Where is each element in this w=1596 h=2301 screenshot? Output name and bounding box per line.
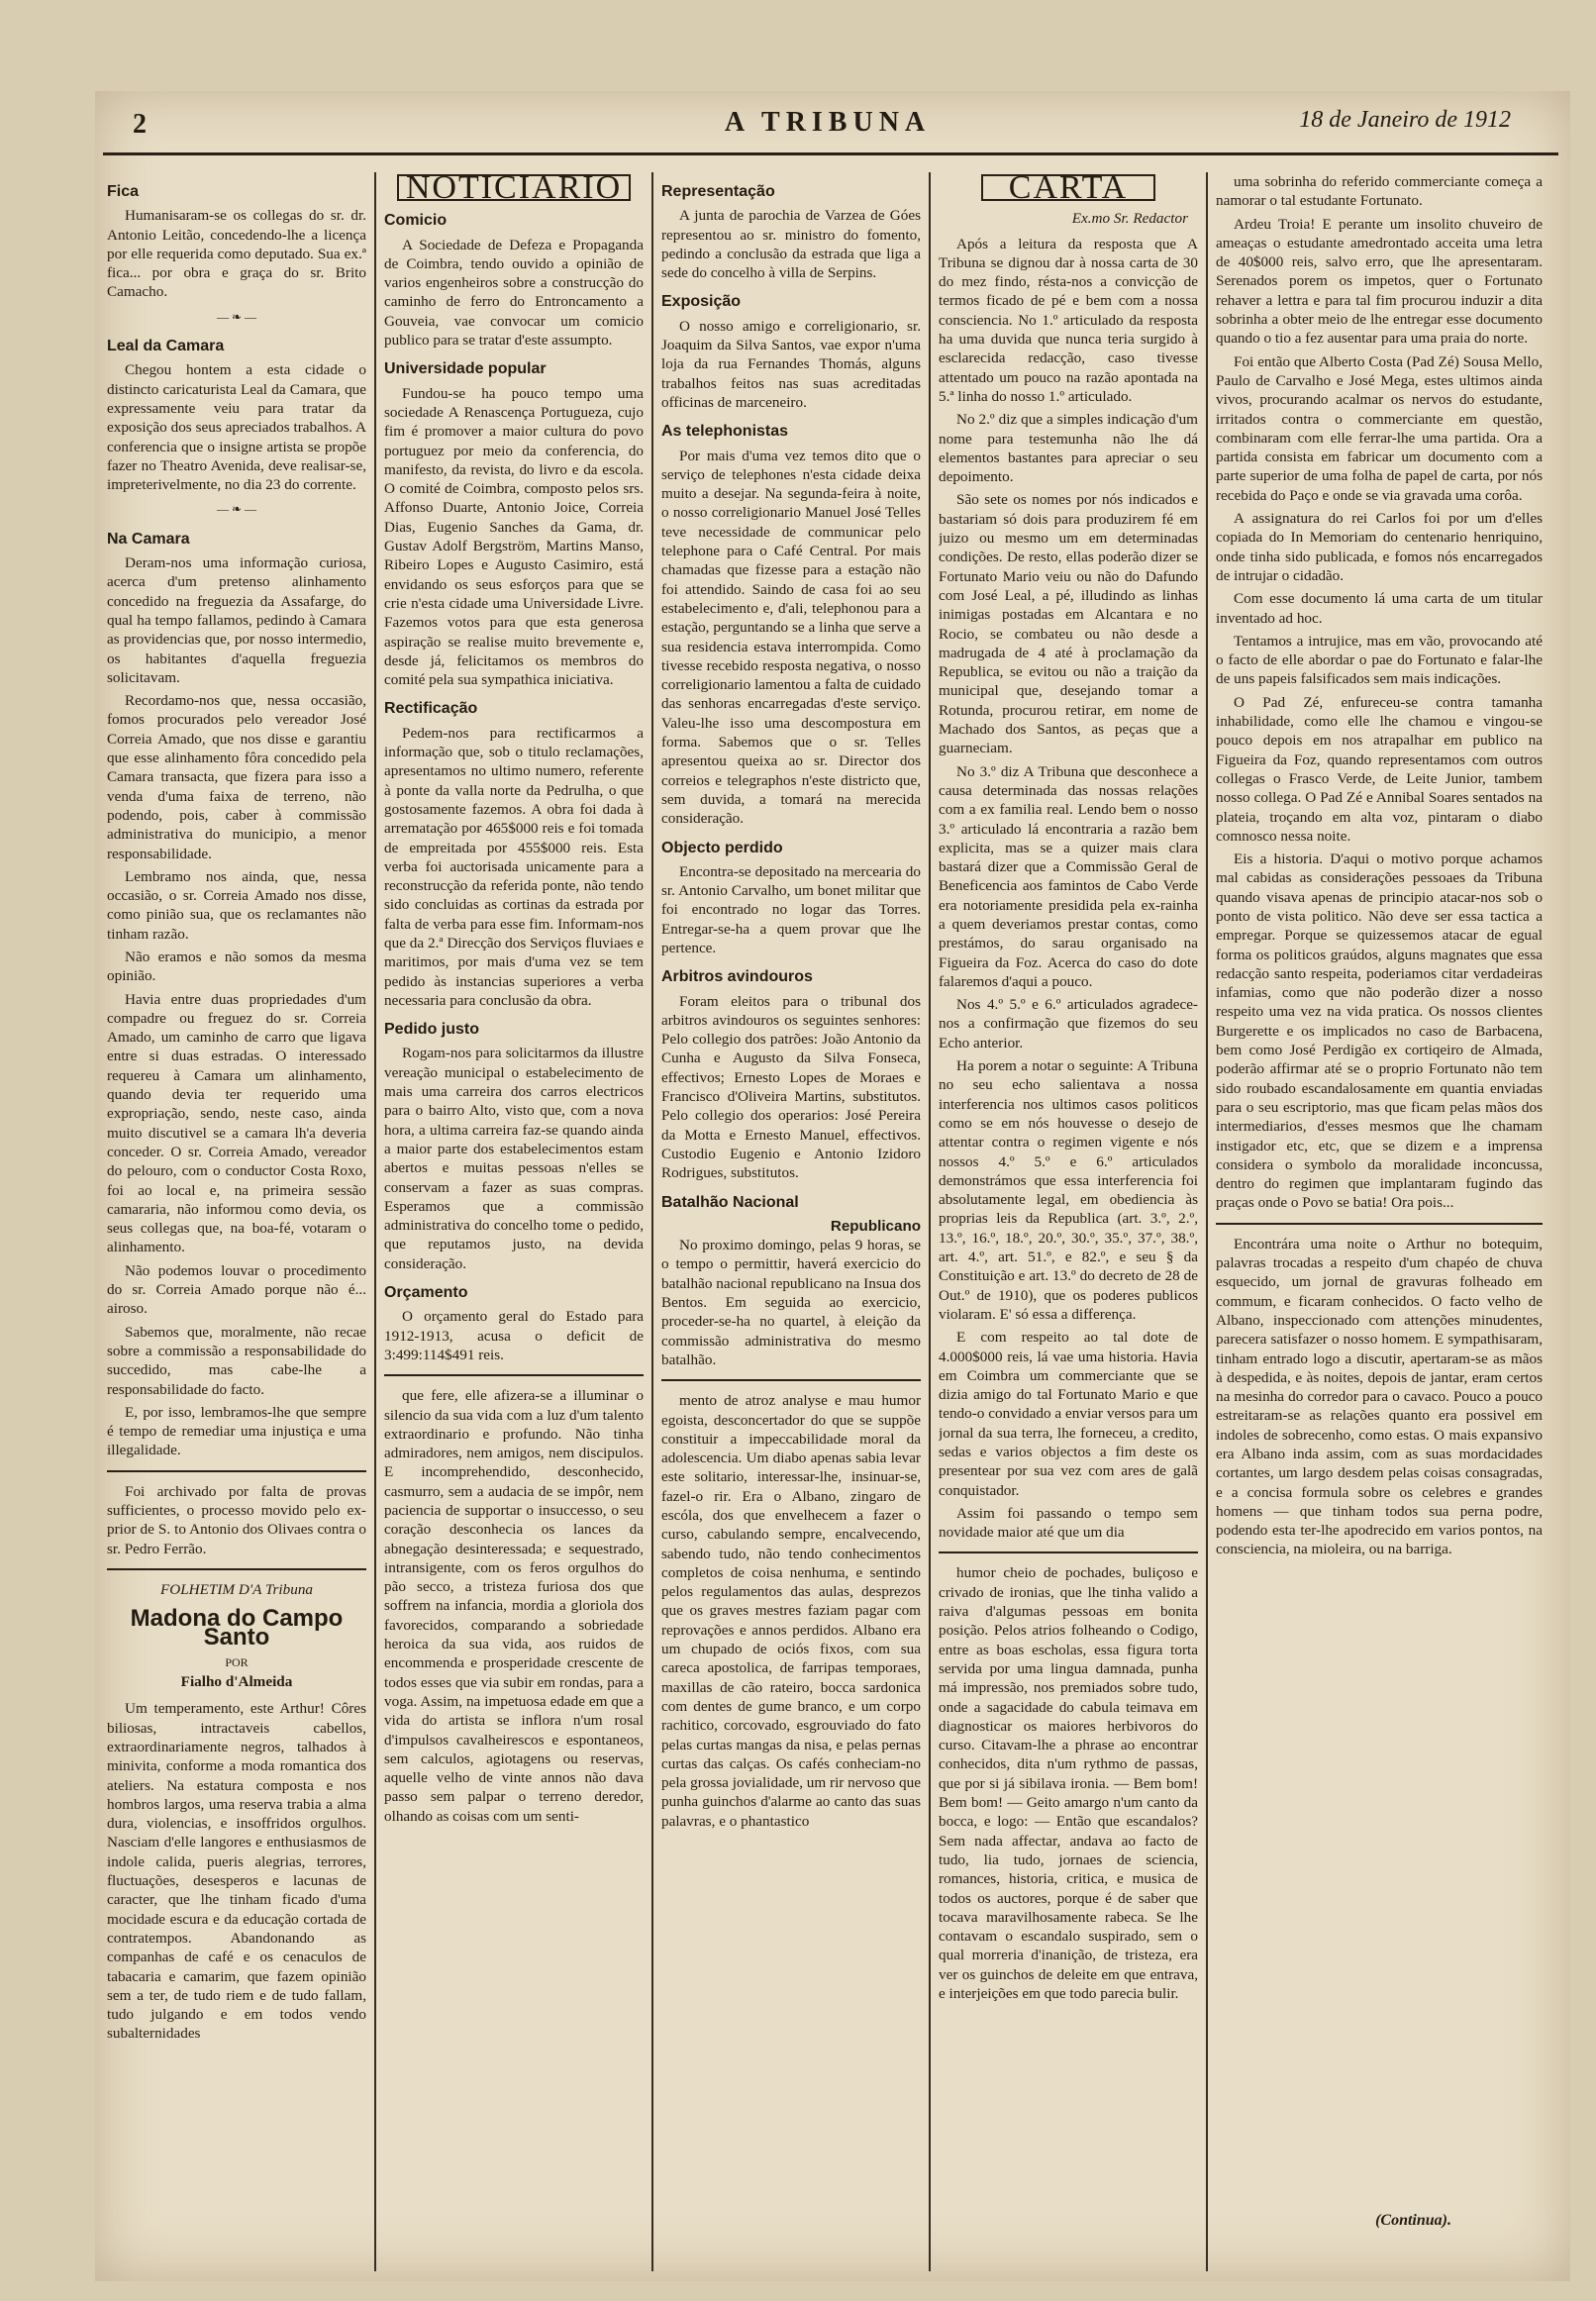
batalhao-title: Batalhão Nacional <box>661 1193 799 1211</box>
arbitros-title: Arbitros avindouros <box>661 968 813 986</box>
fica-title: Fica <box>107 183 140 200</box>
camara-paragraph: Lembramo nos ainda, que, nessa occasião, o sr. Correia Amado nos disse, como pinião sua, que os reclamantes não tinham razão. <box>107 867 366 943</box>
carta-paragraph: A assignatura do rei Carlos foi por um d'elles copiada do In Memoriam do centenario henriquino, onde tinha sido publicada, e fomos nós encarregados de intrujar o cidadão. <box>1216 510 1543 584</box>
carta-paragraph: uma sobrinha do referido commerciante começa a namorar o tal estudante Fortunato. <box>1216 173 1543 210</box>
newspaper-page <box>95 91 1570 2281</box>
universidade-body: Fundou-se ha pouco tempo uma sociedade A Renascença Portugueza, cujo fim é promover a maior cultura do povo portuguez por meio da conferencia, do manifesto, da revista, do livro e da escola. O comité de Coimbra, composto pelos srs. Affonso Duarte, Antonio Joice, Correia Dias, Eugenio Sanches da Gama, dr. Gustav Adolf Bergström, Martins Manso, Ribeiro Lopes e Augusto Casimiro, está envidando os seus esforços para que se crie n'esta cidade uma Universidade Livre. Fazemos votos para que esta generosa aspiração se realise muito brevemente e, desde já, felicitamos os membros do comité pela sua sympathica iniciativa. <box>384 384 644 689</box>
pedido-title: Pedido justo <box>384 1021 479 1039</box>
rectificacao-body: Pedem-nos para rectificarmos a informação que, sob o titulo reclamações, apresentamos no ultimo numero, referente à ponte da valla norte da Pedrulha, o que gostosamente fazemos. A obra foi dada à arrematação por 465$000 reis e foi tomada de empreitada por 455$000 reis. Esta verba foi auctorisada unicamente para a reconstrucção da referida ponte, não tendo sido concluidas as cortinas da estrada por falta de verba para esse fim. Informam-nos que da 2.ª Direcção dos Serviços fluviaes e maritimos, por mais d'uma vez se tem pedido às instancias superiores a verba necessaria para conclusão da obra. <box>384 724 644 1009</box>
exposicao-body: O nosso amigo e correligionario, sr. Joaquim da Silva Santos, vae expor n'uma loja da rua Fernandes Thomás, alguns trabalhos feitos nas suas acreditadas officinas de marceneiro. <box>661 317 921 411</box>
folhetim-text: mento de atroz analyse e mau humor egoista, desconcertador do que se suppõe constituir a impeccabilidade moral da adolescencia. Um diabo apenas sabia levar este solitario, interessar-lhe, insinuar-se, fazel-o rir. Era o Albano, zingaro de escóla, dos que envelhecem a fazer o curso, cabulando sempre, encalvecendo, sabendo tudo, não tendo conhecimentos completos de coisa nenhuma, e sentindo pelos regulamentos das aulas, desprezos que os graves mestres faziam pagar com reprovações e annos perdidos. Albano era um chupado de ociós fixos, com sua careca apostolica, de farripas temporaes, maxillas de cão rateiro, bocca sardonica com dentes de gume branco, e um corpo rachitico, corcovado, esgrouviado do fato pelas curtas mangas da nisa, e pelas pernas curtas das calças. Os cafés conheciam-no pela grossa jovialidade, um rir nervoso que punha guinchos d'alarme ao canto das suas palavras, e o phantastico <box>661 1392 921 1830</box>
pedido-body: Rogam-nos para solicitarmos da illustre vereação municipal o estabelecimento de mais uma carreira dos carros electricos para o bairro Alto, visto que, com a nova hora, a ultima carreira faz-se quando ainda a maior parte dos estabelecimentos estam abertos e muitas pessoas n'elles se conservam a fazer as suas compras. Esperamos que a commissão administrativa do concelho tome o pedido, que reputamos justo, na devida consideração. <box>384 1045 644 1272</box>
divider <box>384 1374 644 1376</box>
carta-paragraph: Foi então que Alberto Costa (Pad Zé) Sousa Mello, Paulo de Carvalho e José Mega, estes ultimos ainda vivos, procurando acalmar os nervos do estudante, irritados contra o commerciante em questão, combinaram com elle ferrar-lhe uma partida. Ora a partida consista em fabricar um documento com a parte superior de uma folha de papel de carta, por nós recebida do Paço e onde se via gravada uma corôa. <box>1216 352 1543 504</box>
ornament: — ❧ — <box>216 502 257 517</box>
folhetim-text: Um temperamento, este Arthur! Côres biliosas, intractaveis cabellos, extraordinariamente negros, talhados à minivita, conforme a moda romantica dos ateliers. Na estatura composta e nos hombros largos, uma reserva trabia a alma dura, violencias, e insoffridos orgulhos. Nasciam d'elle langores e enthusiasmos de indole calida, pueris alegrias, terrores, fluctuações, desesperos e lacunas de caracter, que lhe tinham ficado d'uma mocidade escura e da educação cortada de contratempos. Abandonando as companhas de café e os cenaculos de tabacaria e camarim, que fazem opinião sem a ter, de tudo riem e de tudo fallam, tudo julgando e em todos vendo subalternidades <box>107 1700 366 2043</box>
camara-paragraph: Não podemos louvar o procedimento do sr. Correia Amado porque não é... airoso. <box>107 1261 366 1318</box>
rectificacao-title: Rectificação <box>384 700 478 718</box>
divider <box>1216 1223 1543 1225</box>
comicio-title: Comicio <box>384 212 448 230</box>
orcamento-body: O orçamento geral do Estado para 1912-1913, acusa o deficit de 3:499:114$491 reis. <box>384 1308 644 1363</box>
camara-paragraph: Não eramos e não somos da mesma opinião. <box>107 948 366 985</box>
folhetim-title: Madona do Campo Santo <box>130 1605 344 1651</box>
column-rule <box>651 172 653 2271</box>
section-title: NOTICIARIO <box>397 174 631 201</box>
objecto-title: Objecto perdido <box>661 839 783 856</box>
carta-paragraph: O Pad Zé, enfureceu-se contra tamanha inhabilidade, como elle lhe chamou e vingou-se pouco depois em nos atrapalhar em publico na Figueira da Foz, quando representamos com outros collegas o Frasco Verde, de Leite Junior, tambem nosso collega. O Pad Zé e Annibal Soares sentados na plateia, troçando em alta voz, pintaram o diabo comnosco nessa noite. <box>1216 693 1543 845</box>
column-rule <box>929 172 931 2271</box>
carta-paragraph: No 3.º diz A Tribuna que desconhece a causa determinada das nossas relações com a ex familia real. Lendo bem o nosso 3.º articulado lá encontraria a razão bem explicita, mas se a quizer mais clara bastará dizer que a Commissão Geral de Beneficencia aos famintos de Cabo Verde era notoriamente presidida pela ex-rainha a quem deveriamos prestar contas, como prestámos, do sarau organisado na Figueira da Foz. Acerca do caso do dote falaremos d'aqui a pouco. <box>939 762 1198 990</box>
telephonistas-body: Por mais d'uma vez temos dito que o serviço de telephones n'esta cidade deixa muito a desejar. Na segunda-feira à noite, o nosso correligionario Manuel José Telles teve necessidade de communicar pelo telephone para o Café Central. Por mais chamadas que fizesse para a estação não foi attendido. Saindo de casa foi ao seu estabelecimento e, d'ali, telephonou para a estação, perguntando se a linha que serve a sua residencia estava interrompida. Como tivesse recebido resposta negativa, o nosso correligionario lamentou a falta de cuidado das senhoras encarregadas d'este serviço. Valeu-lhe isso uma descompostura em forma. Sabemos que o sr. Telles apresentou queixa ao sr. Director dos correios e telegraphos n'este districto que, sem duvida, a tomará na merecida consideração. <box>661 447 921 828</box>
carta-paragraph: Nos 4.º 5.º e 6.º articulados agradece-nos a confirmação que fizemos do seu Echo anterior. <box>939 996 1198 1051</box>
page-header <box>95 91 1570 152</box>
folhetim-por: POR <box>225 1654 249 1669</box>
camara-paragraph: Havia entre duas propriedades d'um compadre ou freguez do sr. Correia Amado, um caminho de carro que ligava entre si duas estradas. O interessado requereu à Camara um alinhamento, quando devia ter requerido uma expropriação, sendo, neste caso, ainda muito discutivel se a camara lh'a deveria conceder. O sr. Correia Amado, vereador do pelouro, com o conductor Costa Roxo, foi ao local e, na primeira sessão camararia, não informou como devia, os seus collegas que, na boa-fé, votaram o alinhamento. <box>107 990 366 1256</box>
orcamento-title: Orçamento <box>384 1284 468 1302</box>
carta-paragraph: No 2.º diz que a simples indicação d'um nome para testemunha não lhe dá elementos bastantes para apreciar o seu depoimento. <box>939 411 1198 486</box>
archivado-note: Foi archivado por falta de provas sufficientes, o processo movido pelo ex-prior de S. to Antonio dos Olivaes contra o sr. Pedro Ferrão. <box>107 1482 366 1557</box>
carta-paragraph: Assim foi passando o tempo sem novidade maior até que um dia <box>939 1504 1198 1542</box>
divider <box>661 1379 921 1381</box>
column-4 <box>939 172 1198 2266</box>
camara-paragraph: Sabemos que, moralmente, não recae sobre a commissão a responsabilidade do succedido, mas cabe-lhe a responsabilidade do facto. <box>107 1323 366 1398</box>
comicio-body: A Sociedade de Defeza e Propaganda de Coimbra, tendo ouvido a opinião de varios engenheiros sobre a construcção do caminho de ferro do Entroncamento a Gouveia, vae convocar um comicio publico para se tratar d'este assumpto. <box>384 236 644 350</box>
camara-paragraph: E, por isso, lembramos-lhe que sempre é tempo de remediar uma injustiça e uma illegalidade. <box>107 1403 366 1459</box>
divider <box>107 1568 366 1570</box>
divider <box>107 1470 366 1472</box>
carta-salutation: Ex.mo Sr. Redactor <box>1071 210 1188 228</box>
carta-title: CARTA <box>981 174 1155 201</box>
representacao-title: Representação <box>661 183 775 200</box>
leal-title: Leal da Camara <box>107 338 225 355</box>
column-1 <box>107 172 366 2266</box>
header-rule <box>103 152 1558 155</box>
camara-paragraph: Recordamo-nos que, nessa occasião, fomos procurados pelo vereador José Correia Amado, que nos disse e garantiu que esse alinhamento fôra concedido pela Camara transacta, que fizera para isso a venda d'uma faixa de terreno, não podendo, pois, caber à commissão administrativa do municipio, a menor responsabilidade. <box>107 692 366 862</box>
universidade-title: Universidade popular <box>384 360 547 378</box>
folhetim-text: Encontrára uma noite o Arthur no botequim, palavras trocadas a respeito d'um chapéo de chuva esquecido, um jornal de gravuras folheado em commum, e ficaram conhecidos. O facto velho de Albano, inspeccionado com attenções minudentes, parecera satisfazer o nosso homem. E sympathisaram, tinham entrado logo a discutir, apertaram-se as mãos à despedida, e às noites, depois de jantar, eram certos na mesinha do corredor para o cavaco. Pouco a pouco estreitaram-se as relações quanto era possivel em indoles de sobrecenho, como estas. O mais expansivo era Albano inda assim, com as suas mordacidades cortantes, um largo desdem pelas coisas consagradas, e a concisa formula sobre os celebres e grandes homens — que tinham todos sua perna podre, podendo esta ter-lhe apodrecido em varios pontos, na consciencia, na mioleira, ou na barriga. <box>1216 1235 1543 1558</box>
carta-paragraph: Com esse documento lá uma carta de um titular inventado ad hoc. <box>1216 590 1543 627</box>
column-rule <box>374 172 376 2271</box>
folhetim-label: FOLHETIM D'A Tribuna <box>159 1580 314 1598</box>
continua-note: (Continua). <box>1375 2212 1451 2229</box>
carta-paragraph: Ha porem a notar o seguinte: A Tribuna no seu echo salientava a nossa interferencia nos ultimos casos politicos como se em nós houvesse o desejo de attentar contra o regimen vigente e nós nossos 4.º 5.º e 6.º articulados demonstrámos que essa interferencia foi absolutamente legal, em obediencia às proprias leis da Republica (art. 3.º, 2.º, 13.º, 16.º, 18.º, 20.º, 30.º, 35.º, 37.º, 38.º, art. 4.º, art. 51.º, e 82.º, e seu § da Constituição e art. 13.º do decreto de 28 de Out.º de 1910), que os poderes publicos violaram. E' só essa a differença. <box>939 1057 1198 1323</box>
column-5 <box>1216 172 1543 2202</box>
column-2 <box>384 172 644 2266</box>
batalhao-body: No proximo domingo, pelas 9 horas, se o tempo o permittir, haverá exercicio do batalhão nacional republicano na Insua dos Bentos. Em seguida ao exercicio, proceder-se-ha no quartel, à eleição da commissão administrativa do mesmo batalhão. <box>661 1237 921 1368</box>
carta-paragraph: Tentamos a intrujice, mas em vão, provocando até o facto de elle abordar o pae do Fortunato e falar-lhe de uns papeis falsificados sem mais indicações. <box>1216 632 1543 688</box>
page-number: 2 <box>133 109 147 140</box>
leal-body: Chegou hontem a esta cidade o distincto caricaturista Leal da Camara, que expressamente veiu para tratar da exposição dos seus apreciados trabalhos. A conferencia que o insigne artista se propõe fazer no Theatro Avenida, deve realisar-se, impreterivelmente, no dia 23 do corrente. <box>107 361 366 494</box>
column-3 <box>661 172 921 2266</box>
column-rule <box>1206 172 1208 2271</box>
carta-paragraph: Eis a historia. D'aqui o motivo porque achamos mal cabidas as considerações pessoaes da Tribuna quando visava apenas de principio atacar-nos sob o ponto de vista politico. Não deve ser essa tactica a empregar. Porque se quizessemos atacar de egual forma os politicos graúdos, alguns magnates que essa redacção santo respeita, poderiamos citar verdadeiras infamias, como que não poderão dizer a nosso respeito uma vez na vida pratica. Os nossos clientes Burgerette e os implicados no caso de Barbacena, bem como José Perdigão ex cortiqeiro de Almada, poderão affirmar até se o proprio Fortunato não tem sido roubado escandalosamente em quantia enviadas para o seu escriptorio, mas que ficam pelas mãos dos intermediarios, d'esses mesmos que lhe chamam instigador etc, etc, que se dizem e a imprensa considera o symbolo da moralidade inconcussa, dentro do regimen que implantaram fugindo das praças onde o Povo se batia! Ora pois... <box>1216 850 1543 1212</box>
batalhao-subtitle: Republicano <box>830 1217 921 1235</box>
folhetim-text: que fere, elle afizera-se a illuminar o silencio da sua vida com a luz d'um talento extraordinario e profundo. Não tinha admiradores, nem amigos, nem discipulos. E incomprehendido, desconhecido, casmurro, sem a audacia de se impôr, nem paciencia de supportar o insuccesso, o seu coração desconhecia os lances da abnegação desinteressada; e sequestrado, intransigente, com os feros orgulhos do pão secco, a tristeza furiosa dos que soffrem na infancia, mordia a gloriola dos favorecidos, comparando a sobriedade heroica da sua vida, aos ruidos de encommenda e prosperidade crescente de todos esses que via subir em rondas, para a voga. Assim, na impetuosa edade em que a vida do artista se inflora n'um rosal d'impulsos cavalheirescos e espontaneos, sem calculos, agiotagens ou reservas, aquelle velho de vinte annos não dava passo sem palpar o terreno deredor, olhando as coisas com um senti- <box>384 1387 644 1825</box>
telephonistas-title: As telephonistas <box>661 423 789 441</box>
camara-title: Na Camara <box>107 530 190 548</box>
carta-paragraph: Após a leitura da resposta que A Tribuna se dignou dar à nossa carta de 30 do mez findo, résta-nos a convicção de termos ficado de pé e bem com a nossa consciencia. No 1.º articulado da resposta ha uma duvida que nunca teria surgido à esclarecida redacção, caso tivesse attentado um pouco na razão apontada na 5.ª linha do nosso 1.º articulado. <box>939 235 1198 405</box>
folhetim-author: Fialho d'Almeida <box>180 1673 293 1691</box>
masthead: A TRIBUNA <box>724 107 932 138</box>
carta-paragraph: São sete os nomes por nós indicados e bastariam só dois para produzirem fé em juizo ou mesmo um em determinadas condições. De resto, ellas poderão dizer se Fortunato Mario veiu ou não do Dafundo com José Leal, a pé, illudindo as linhas inimigas postadas em Alcantara e no Rocio, se combateu ou não desde a madrugada de 4 até à proclamação da Republica, se evitou ou não a traição da municipal que, desejando tomar a Rotunda, procurou retirar, em nome de Machado dos Santos, as peças que a guarneciam. <box>939 491 1198 757</box>
folhetim-text: humor cheio de pochades, buliçoso e crivado de ironias, que lhe tinha valido a raiva d'algumas pessoas em bonita posição. Pelos atrios folheando o Codigo, entre as boas escholas, essa figura torta servida por uma lingua damnada, punha má impressão, nos premiados sobre tudo, onde a sagacidade do cabula teimava em diagnosticar os maiores herbivoros do curso. Citavam-lhe a phrase ao encontrar conhecidos, dita n'um rythmo de passas, que por si já sibilava ironia. — Bem bom! Bem bom! — Geito amargo n'um canto da bocca, e logo: — Então que escandalos? Sem nada affectar, andava ao facto de tudo, lia tudo, jornaes de sciencia, romances, historia, critica, e musica de todos os auctores, porque é de saber que tocava maravilhosamente rabeca. Se lhe contavam o escandalo suspirado, sem o qual morreria d'inanição, de tristeza, era ver os guinchos de deleite em que entrava, e interjeições em que todo parecia bulir. <box>939 1564 1198 2003</box>
carta-paragraph: Ardeu Troia! E perante um insolito chuveiro de ameaças o estudante amedrontado acceita uma letra de 40$000 reis, salvo erro, que lhe apresentaram. Serenados porem os impetos, quer o Fortunato rehaver a lettra e para tal fim procurou induzir a dita sobrinha a obter meio de lhe entregar esse documento quando o tio a fez ausentar para uma praia do norte. <box>1216 215 1543 348</box>
ornament: — ❧ — <box>216 309 257 324</box>
camara-paragraph: Deram-nos uma informação curiosa, acerca d'um pretenso alinhamento concedido na freguezia da Assafarge, do qual ha tempo fallamos, pedindo à Camara as providencias que, por nosso intermedio, os habitantes d'aquella freguezia solicitavam. <box>107 554 366 686</box>
issue-date: 18 de Janeiro de 1912 <box>1299 107 1511 133</box>
objecto-body: Encontra-se depositado na mercearia do sr. Antonio Carvalho, um bonet militar que foi encontrado no logar das Torres. Entregar-se-ha a quem provar que lhe pertence. <box>661 862 921 956</box>
carta-paragraph: E com respeito ao tal dote de 4.000$000 reis, lá vae uma historia. Havia em Coimbra um commerciante que se dizia amigo do tal Fortunato Mario e que tendo-o convidado a enviar versos para um jornal da sua terra, lhe forneceu, a credito, sedas e varios objectos a fim deste os presentear por sua vez com ares de galã conquistador. <box>939 1329 1198 1499</box>
divider <box>939 1551 1198 1553</box>
exposicao-title: Exposição <box>661 293 742 311</box>
fica-body: Humanisaram-se os collegas do sr. dr. Antonio Leitão, concedendo-lhe a licença por elle requerida como deputado. Sua ex.ª fica... por obra e graça do sr. Brito Camacho. <box>107 207 366 301</box>
representacao-body: A junta de parochia de Varzea de Góes representou ao sr. ministro do fomento, pedindo a conclusão da estrada que liga a sede do concelho à villa de Serpins. <box>661 207 921 282</box>
arbitros-body: Foram eleitos para o tribunal dos arbitros avindouros os seguintes senhores: Pelo collegio dos patrões: João Antonio da Cunha e Augusto da Silva Fonseca, effectivos; Ernesto Lopes de Moraes e Francisco d'Oliveira Martins, substitutos. Pelo collegio dos operarios: José Pereira da Motta e Ernesto Manuel, effectivos. Custodio Eugenio e Antonio Izidoro Rodrigues, substitutos. <box>661 992 921 1182</box>
